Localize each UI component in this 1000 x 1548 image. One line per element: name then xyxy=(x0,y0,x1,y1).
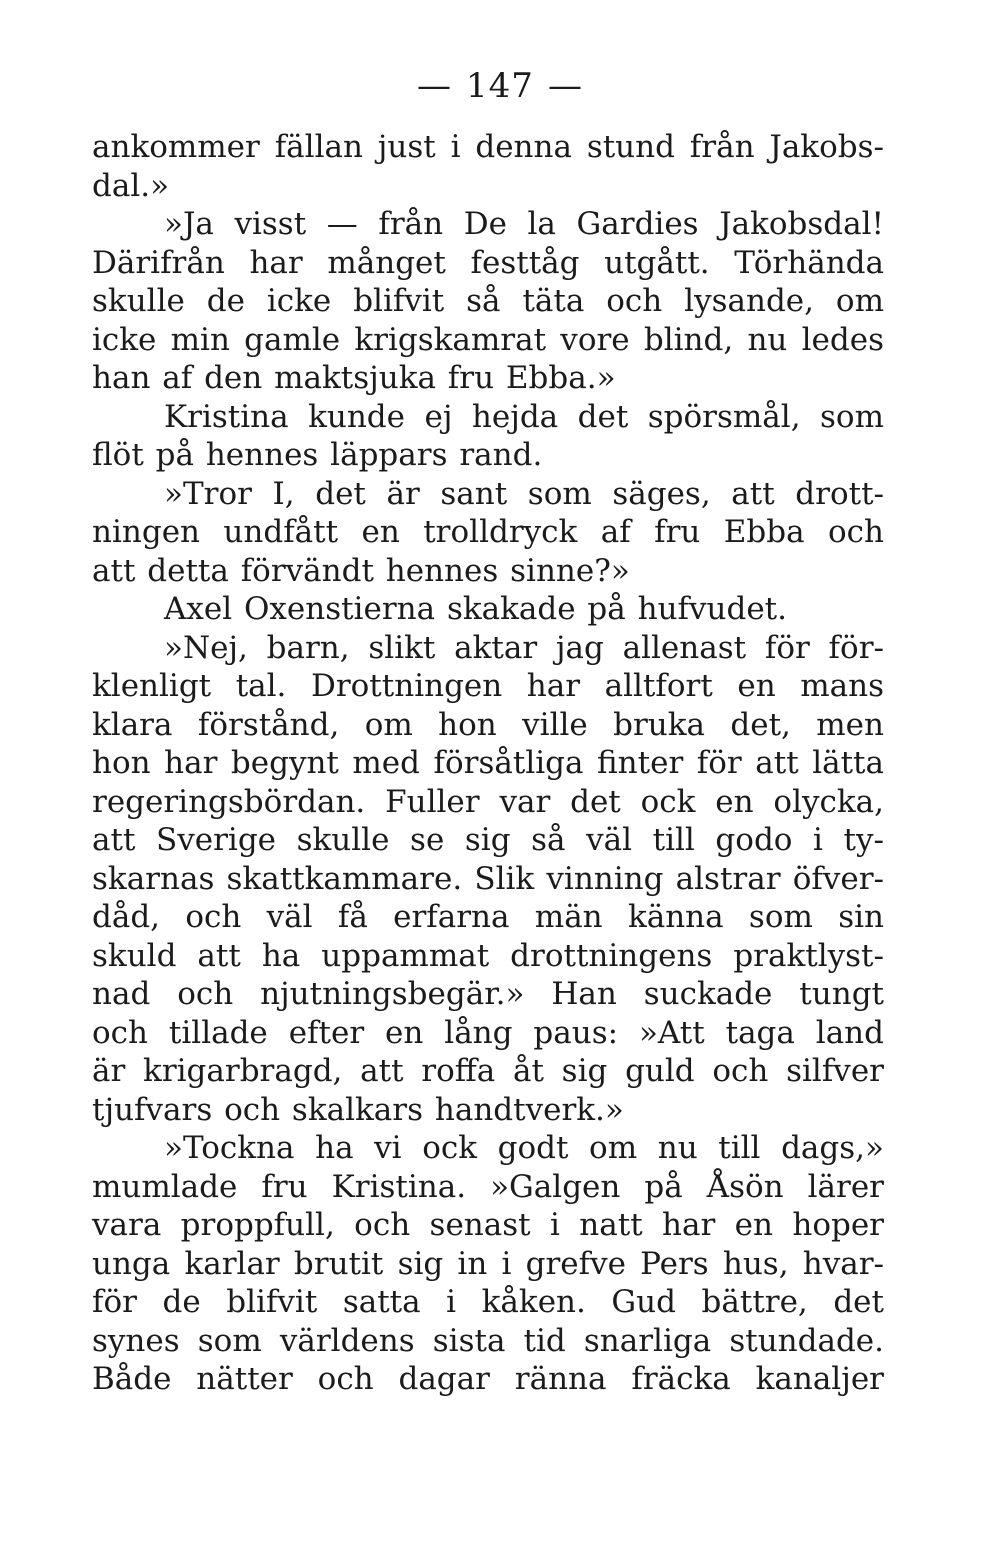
text-line: unga karlar brutit sig in i grefve Pers hus, hvar- xyxy=(92,1245,884,1282)
text-line: vara proppfull, och senast i natt har en hoper xyxy=(92,1207,884,1243)
body-text xyxy=(92,128,884,1399)
text-line: dal.» xyxy=(92,167,170,204)
page-number-dash-right: — xyxy=(547,66,583,106)
text-line: dåd, och väl få erfarna män känna som sin xyxy=(92,899,884,935)
text-line: att detta förvändt hennes sinne?» xyxy=(92,552,630,589)
text-line: synes som världens sista tid snarliga stundade. xyxy=(92,1322,884,1359)
text-line: och tillade efter en lång paus: »Att taga land xyxy=(92,1014,884,1051)
text-line: Kristina kunde ej hejda det spörsmål, som xyxy=(164,398,884,435)
text-line: klara förstånd, om hon ville bruka det, men xyxy=(92,706,884,743)
text-line: Axel Oxenstierna skakade på hufvudet. xyxy=(164,591,787,627)
text-line: icke min gamle krigskamrat vore blind, nu ledes xyxy=(92,321,884,358)
text-line: »Nej, barn, slikt aktar jag allenast för för- xyxy=(164,629,884,666)
text-line: ningen undfått en trolldryck af fru Ebba och xyxy=(92,514,884,550)
page-number-dash-left: — xyxy=(417,66,453,106)
text-line: är krigarbragd, att roffa åt sig guld och silfver xyxy=(92,1053,884,1089)
text-line: för de blifvit satta i kåken. Gud bättre, det xyxy=(92,1284,884,1320)
text-line: skarnas skattkammare. Slik vinning alstrar öfver- xyxy=(92,860,884,897)
text-line: flöt på hennes läppars rand. xyxy=(92,437,543,473)
page-number: 147 xyxy=(466,66,534,106)
text-line: skuld att ha uppammat drottningens praktlyst- xyxy=(92,937,884,974)
page-number-header xyxy=(0,62,1000,110)
text-line: mumlade fru Kristina. »Galgen på Åsön lärer xyxy=(92,1168,884,1205)
text-line: Därifrån har månget festtåg utgått. Törhända xyxy=(92,244,884,281)
text-line: klenligt tal. Drottningen har alltfort en mans xyxy=(92,668,884,704)
text-line: »Tror I, det är sant som säges, att drott- xyxy=(164,475,884,512)
text-line: ankommer fällan just i denna stund från Jakobs- xyxy=(92,129,884,165)
text-line: regeringsbördan. Fuller var det ock en olycka, xyxy=(92,783,884,820)
text-line: hon har begynt med försåtliga finter för att lätta xyxy=(92,745,884,781)
text-line: tjufvars och skalkars handtverk.» xyxy=(92,1091,624,1128)
text-line: han af den maktsjuka fru Ebba.» xyxy=(92,360,616,396)
text-line: »Ja visst — från De la Gardies Jakobsdal! xyxy=(164,206,884,242)
text-line: Både nätter och dagar ränna fräcka kanaljer xyxy=(92,1361,884,1397)
text-line: att Sverige skulle se sig så väl till godo i ty- xyxy=(92,822,884,858)
text-line: »Tockna ha vi ock godt om nu till dags,» xyxy=(164,1130,884,1166)
text-line: nad och njutningsbegär.» Han suckade tungt xyxy=(92,976,884,1012)
text-line: skulle de icke blifvit så täta och lysande, om xyxy=(92,283,884,319)
